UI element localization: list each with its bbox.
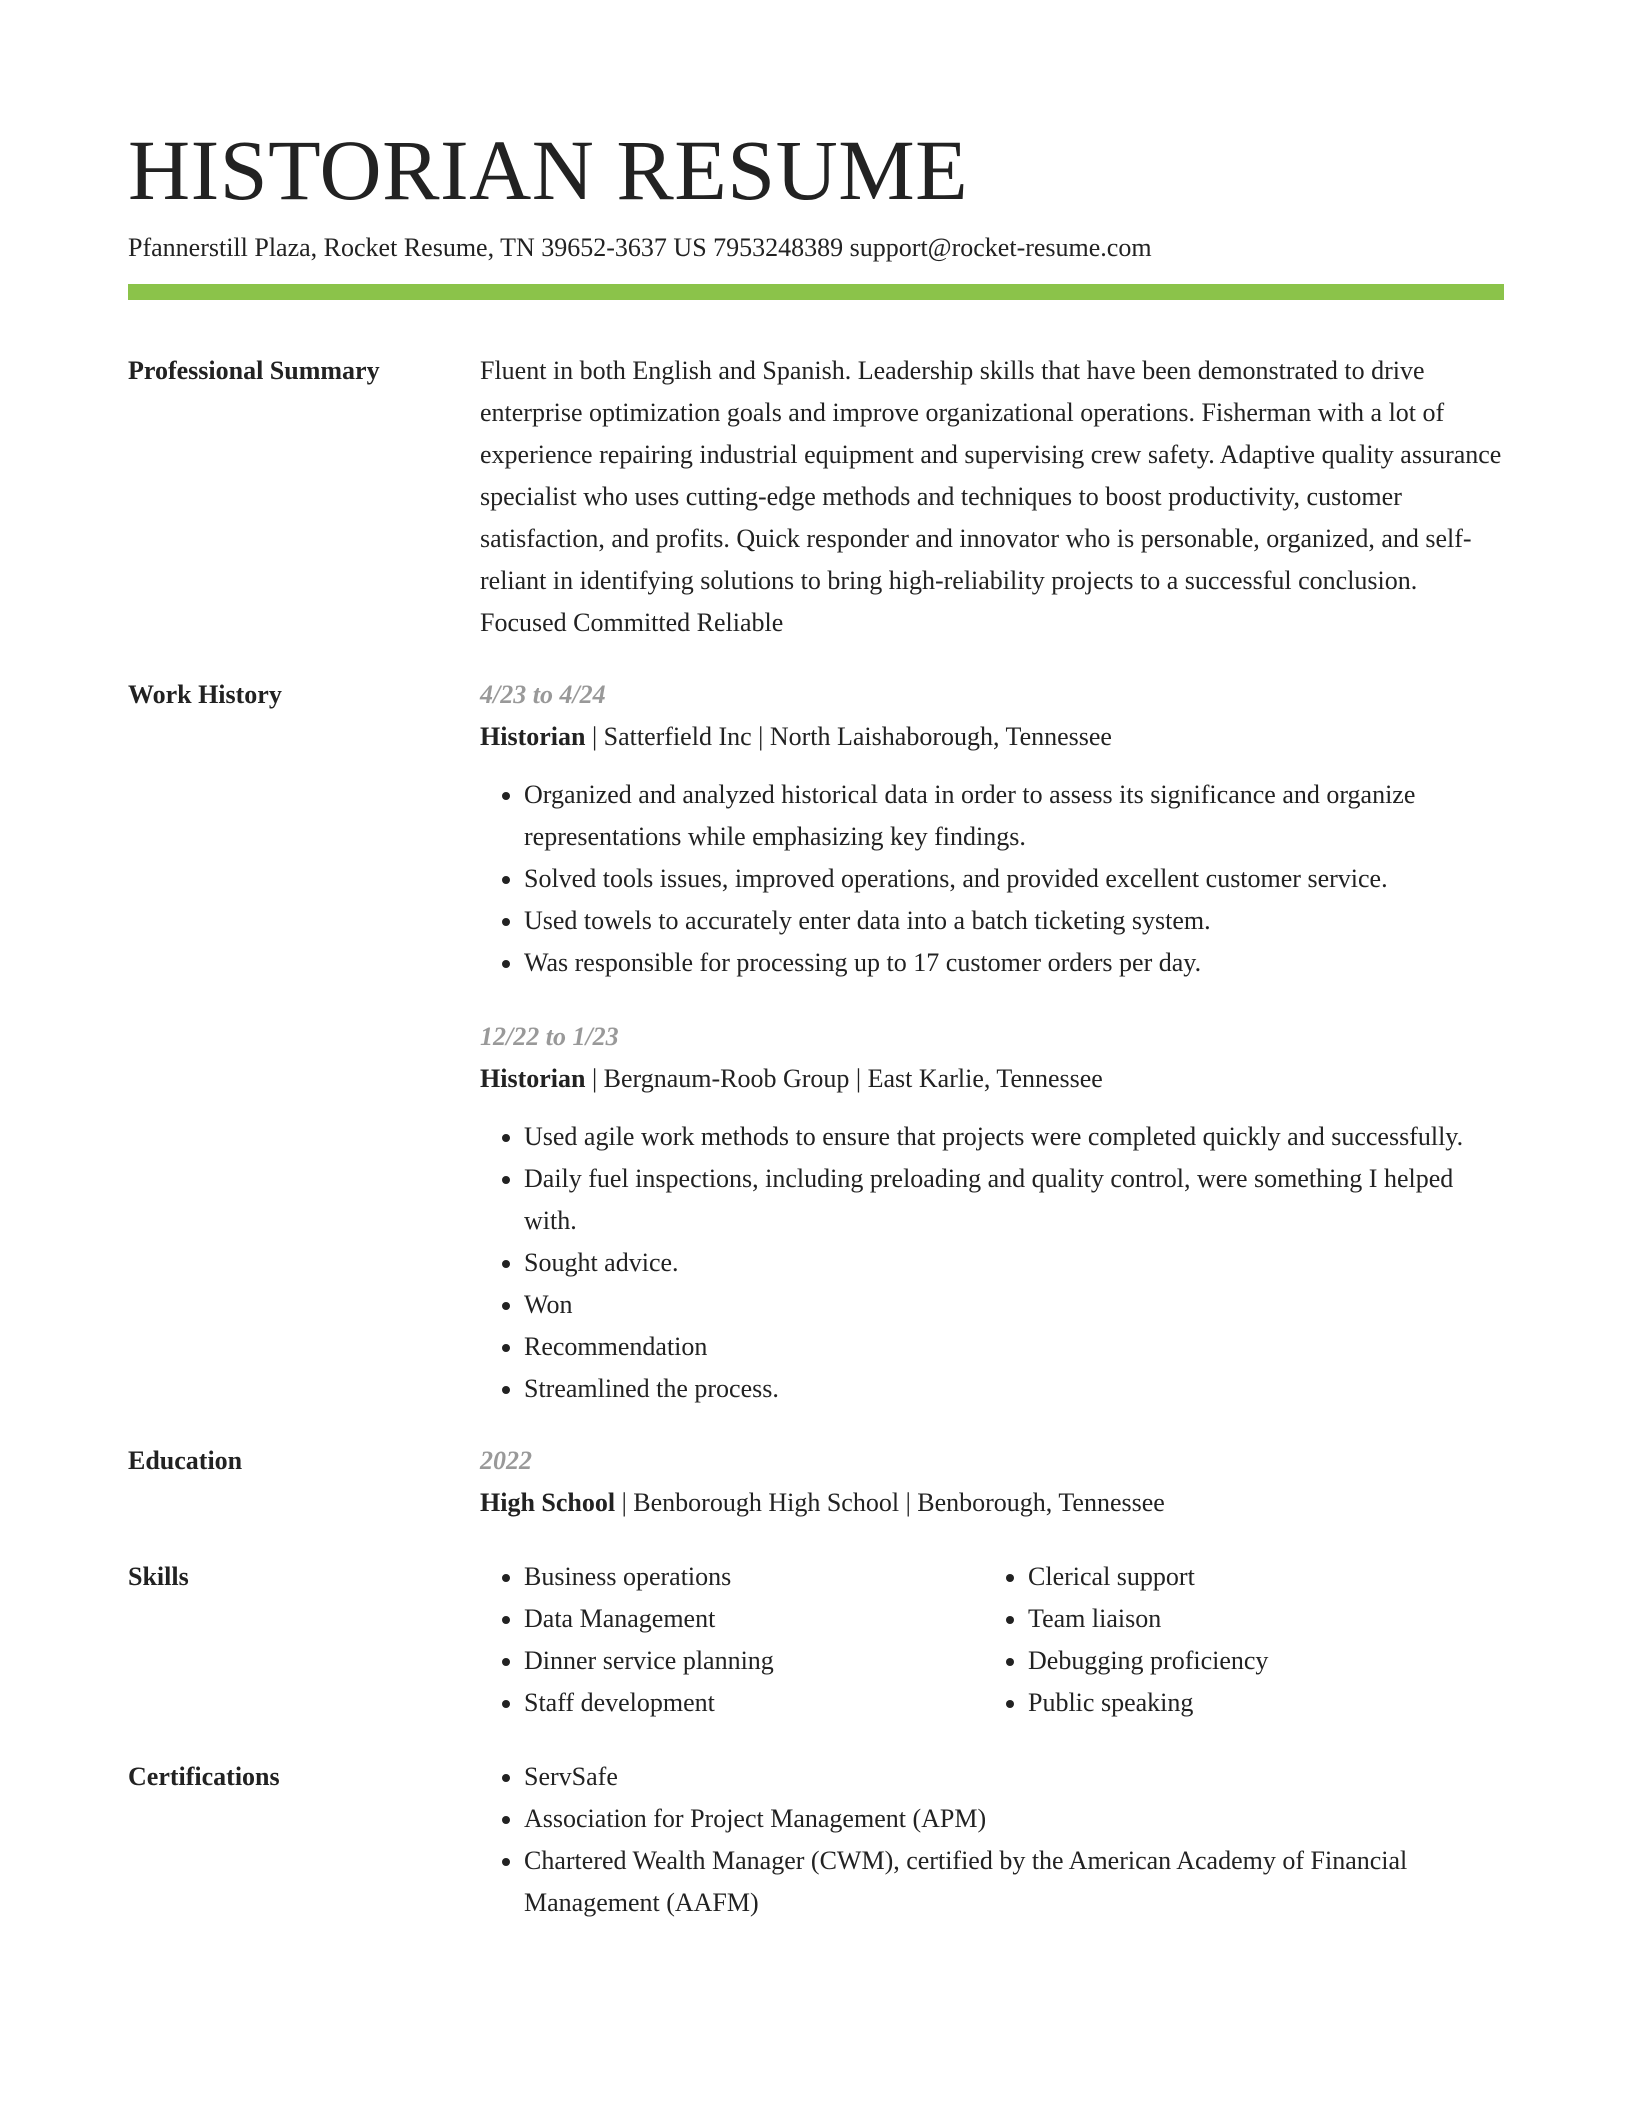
skills-columns [480,1556,1504,1724]
section-label-work-history: Work History [128,680,282,709]
skills-body [480,1556,1504,1724]
certification-item: • ServSafe [524,1756,1504,1798]
work-history-section [128,674,1504,1410]
job-bullet: • Solved tools issues, improved operations, and provided excellent customer service. [524,858,1504,900]
section-label-certifications: Certifications [128,1762,280,1791]
job-bullet: • Was responsible for processing up to 17 customer orders per day. [524,942,1504,984]
contact-line: Pfannerstill Plaza, Rocket Resume, TN 39652-3637 US 7953248389 support@rocket-resume.com [128,233,1152,262]
education-section [128,1440,1504,1524]
summary-section [128,350,1504,644]
job-bullet: • Daily fuel inspections, including preloading and quality control, were something I helped with. [524,1158,1504,1242]
job-bullet: • Used towels to accurately enter data into a batch ticketing system. [524,900,1504,942]
skill-item: • Business operations [524,1556,984,1598]
certification-item: • Chartered Wealth Manager (CWM), certified by the American Academy of Financial Management (AAFM) [524,1840,1504,1924]
job-details: | Satterfield Inc | North Laishaborough, Tennessee [585,722,1112,751]
skill-item: • Staff development [524,1682,984,1724]
certifications-section [128,1756,1504,1924]
job-bullet: • Organized and analyzed historical data in order to assess its significance and organize representations while emphasizing key findings. [524,774,1504,858]
job-bullet: • Streamlined the process. [524,1368,1504,1410]
job-details: | Bergnaum-Roob Group | East Karlie, Tennessee [585,1064,1103,1093]
job-title: Historian [480,1064,586,1093]
job-bullet: • Used agile work methods to ensure that projects were completed quickly and successfully. [524,1116,1504,1158]
skill-item: • Data Management [524,1598,984,1640]
job-bullets [480,774,1504,984]
skills-list-right [984,1556,1504,1724]
skills-section [128,1556,1504,1724]
skill-item: • Clerical support [1028,1556,1504,1598]
certifications-body [480,1756,1504,1924]
resume-page [128,120,1504,1924]
section-label-education: Education [128,1446,243,1475]
job-dates: 12/22 to 1/23 [480,1022,619,1051]
education-details: | Benborough High School | Benborough, Tennessee [615,1488,1165,1517]
resume-title: HISTORIAN RESUME [128,122,969,218]
job-entry [480,674,1504,984]
certifications-list [480,1756,1504,1924]
skill-item: • Team liaison [1028,1598,1504,1640]
job-heading [480,716,1504,758]
skill-item: • Public speaking [1028,1682,1504,1724]
job-bullet: • Sought advice. [524,1242,1504,1284]
skill-item: • Dinner service planning [524,1640,984,1682]
education-degree: High School [480,1488,616,1517]
job-entry [480,1016,1504,1410]
job-dates: 4/23 to 4/24 [480,680,606,709]
job-bullets [480,1116,1504,1410]
certification-item: • Association for Project Management (APM) [524,1798,1504,1840]
skill-item: • Debugging proficiency [1028,1640,1504,1682]
job-title: Historian [480,722,586,751]
education-year: 2022 [480,1446,532,1475]
accent-divider [128,284,1504,300]
job-bullet: • Recommendation [524,1326,1504,1368]
skills-list-left [480,1556,984,1724]
job-heading [480,1058,1504,1100]
section-label-skills: Skills [128,1562,189,1591]
work-history-body [480,674,1504,1410]
section-label-summary: Professional Summary [128,356,380,385]
education-body [480,1440,1504,1524]
summary-text: Fluent in both English and Spanish. Leadership skills that have been demonstrated to drive enterprise optimization goals and improve organizational operations. Fisherman with a lot of experience repairing industrial equipment and supervising crew safety. Adaptive quality assurance specialist who uses cutting-edge methods and techniques to boost productivity, customer satisfaction, and profits. Quick responder and innovator who is personable, organized, and self-reliant in identifying solutions to bring high-reliability projects to a successful conclusion. Focused Committed Reliable [480,356,1502,637]
education-heading [480,1482,1504,1524]
job-bullet: • Won [524,1284,1504,1326]
